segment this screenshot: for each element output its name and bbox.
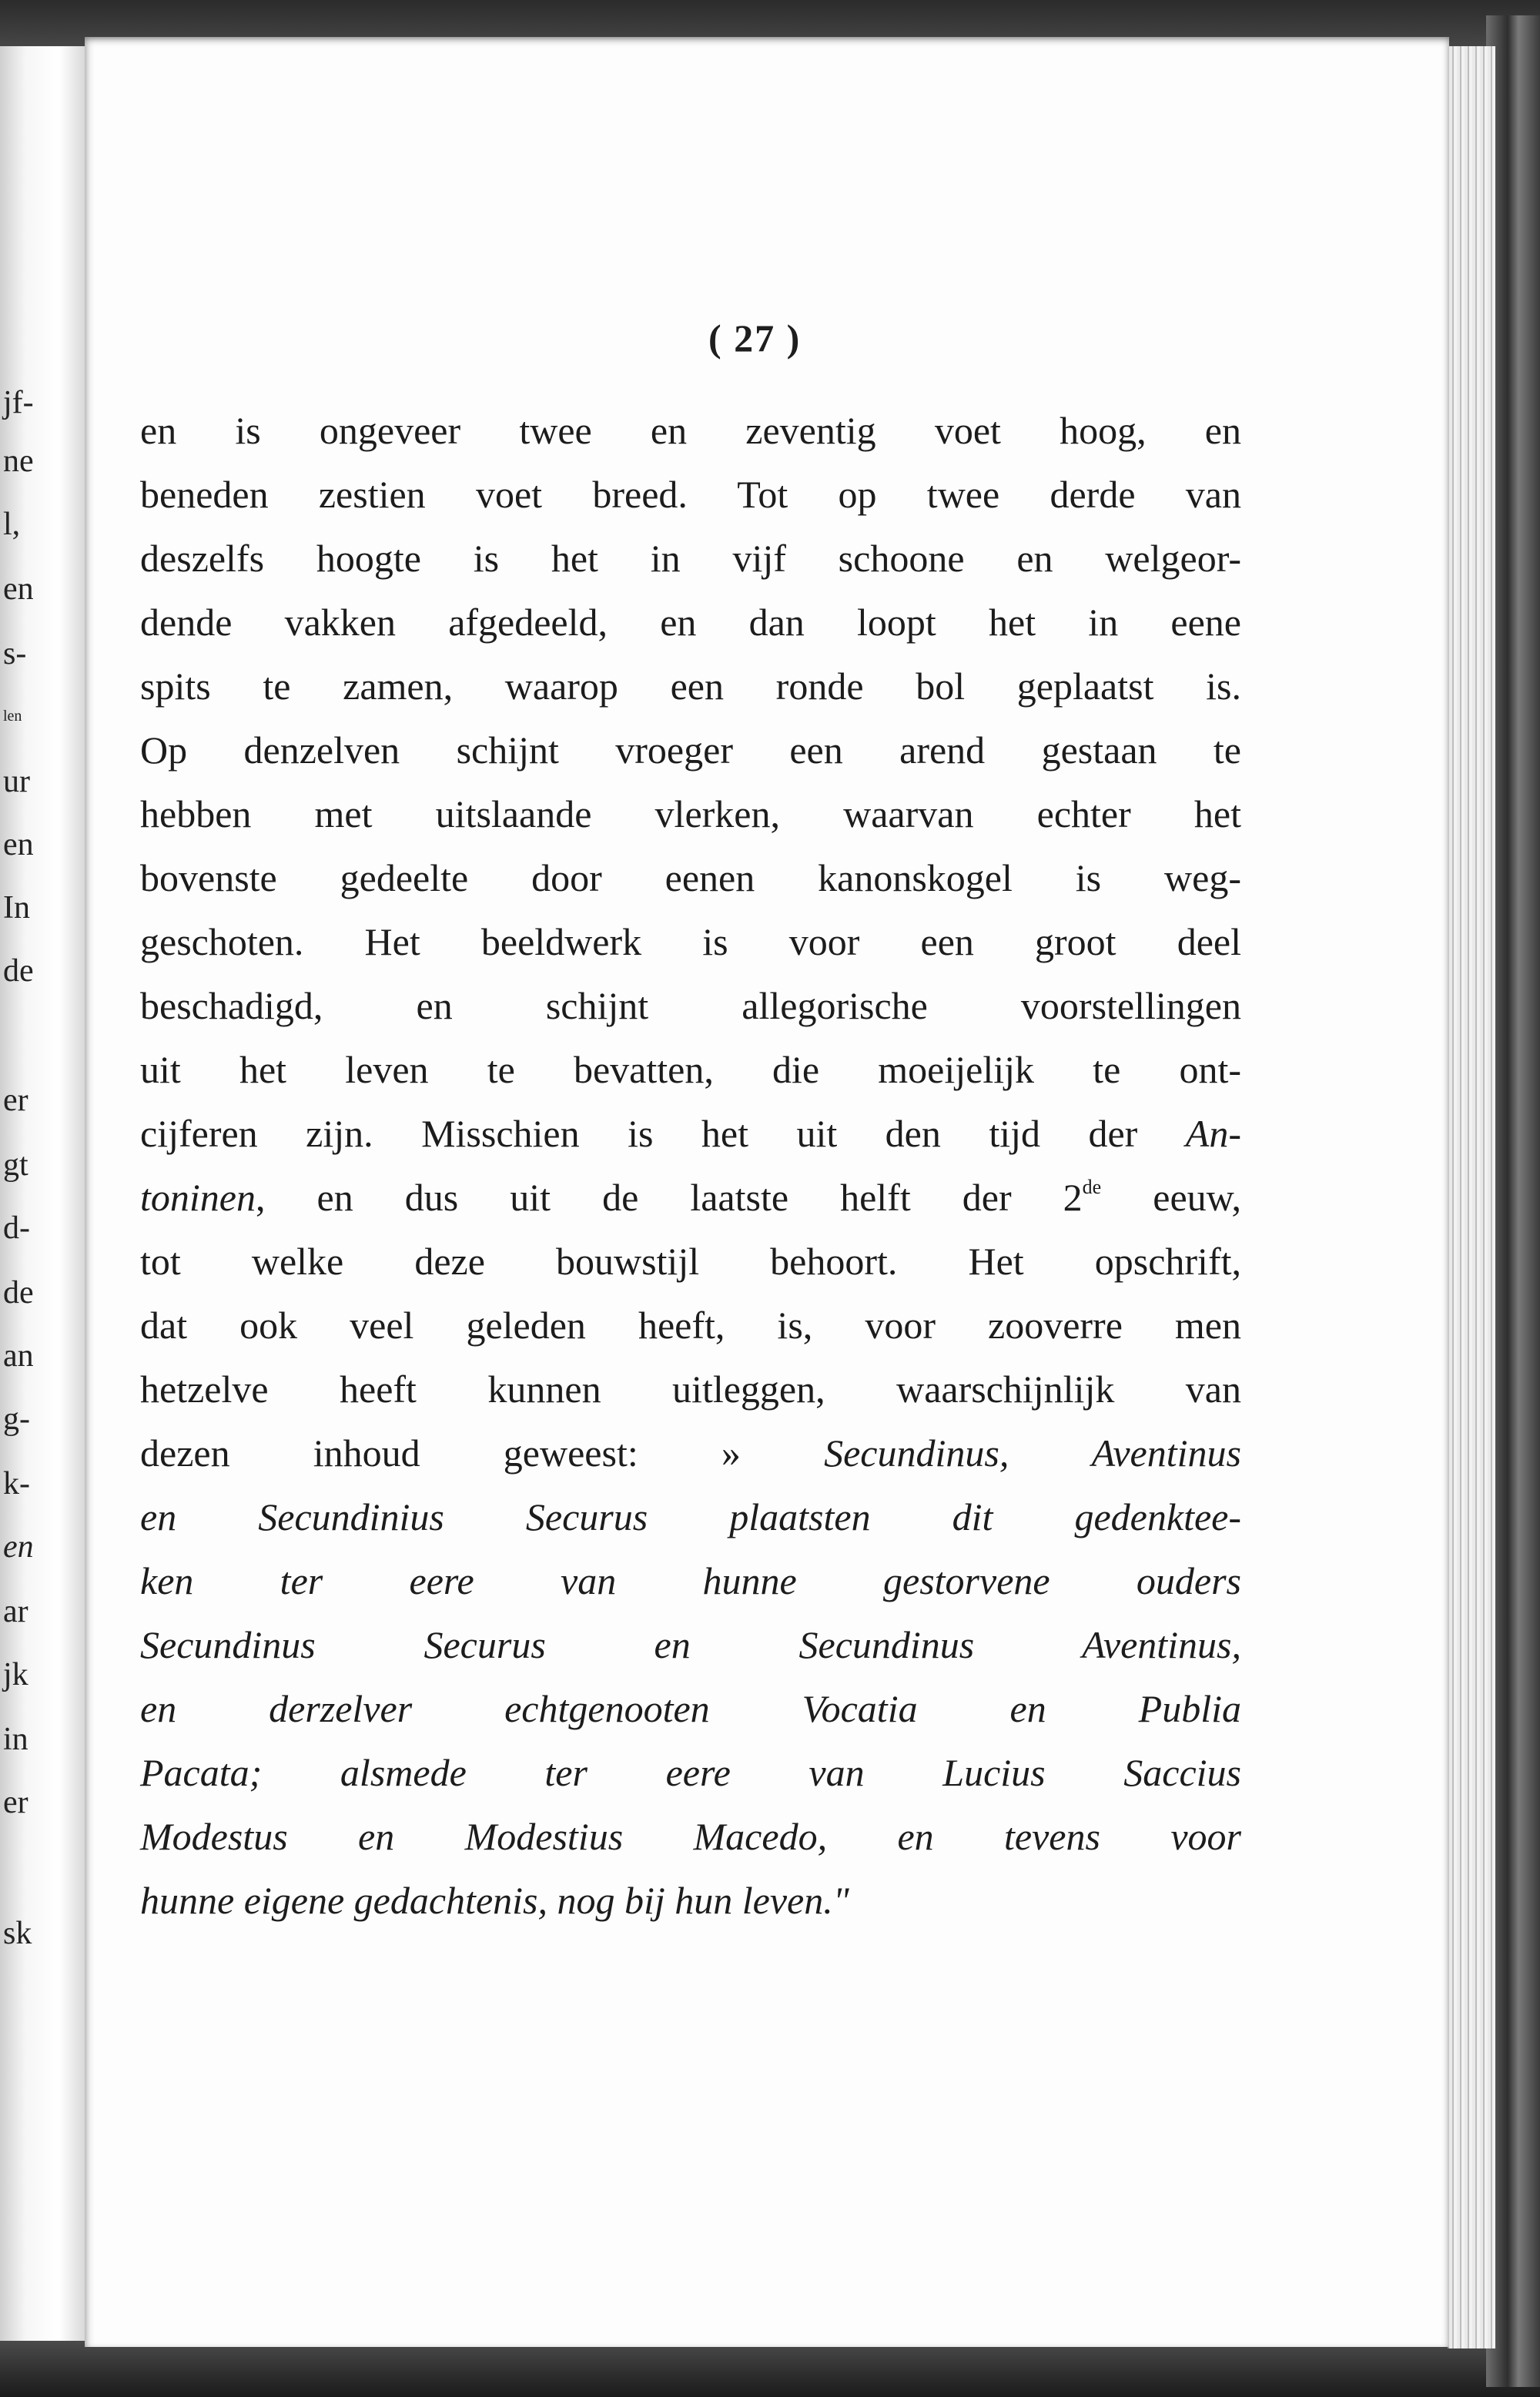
text-line: Pacata; alsmede ter eere van Lucius Saccius bbox=[140, 1751, 1241, 1794]
text-line: spits te zamen, waarop een ronde bol geplaatst is. bbox=[140, 665, 1241, 708]
scan-background-bottom bbox=[0, 2341, 1540, 2397]
text-line bbox=[140, 1166, 1241, 1230]
text-segment: dezen inhoud geweest: » bbox=[140, 1431, 825, 1475]
superscript: de bbox=[1082, 1176, 1102, 1198]
facing-page-text: an bbox=[3, 1338, 34, 1374]
facing-page-text: k- bbox=[3, 1466, 30, 1501]
facing-page-text: l, bbox=[3, 507, 21, 542]
facing-page-text: en bbox=[3, 571, 34, 607]
facing-page-text: gt bbox=[3, 1147, 28, 1183]
text-line: uit het leven te bevatten, die moeijelijk te ont- bbox=[140, 1048, 1241, 1091]
text-line: hetzelve heeft kunnen uitleggen, waarschijnlijk van bbox=[140, 1368, 1241, 1411]
text-line bbox=[140, 1102, 1241, 1166]
facing-page-text: g- bbox=[3, 1401, 30, 1437]
text-line: hunne eigene gedachtenis, nog bij hun leven." bbox=[140, 1879, 849, 1922]
facing-page-text: s- bbox=[3, 636, 27, 671]
facing-page-text: In bbox=[3, 890, 30, 926]
facing-page-text: ar bbox=[3, 1594, 28, 1629]
facing-page-text: de bbox=[3, 1275, 34, 1311]
italic-segment: toninen bbox=[140, 1176, 256, 1219]
facing-page-text: jf- bbox=[3, 385, 34, 420]
facing-page-text: in bbox=[3, 1722, 28, 1757]
text-line: ken ter eere van hunne gestorvene ouders bbox=[140, 1559, 1241, 1602]
text-line: tot welke deze bouwstijl behoort. Het opschrift, bbox=[140, 1240, 1241, 1283]
text-segment: eeuw, bbox=[1101, 1176, 1241, 1219]
text-line bbox=[140, 1421, 1241, 1485]
text-line: en Secundinius Securus plaatsten dit gedenktee- bbox=[140, 1495, 1241, 1538]
text-line: Secundinus Securus en Secundinus Aventinus, bbox=[140, 1623, 1241, 1666]
facing-page-text: d- bbox=[3, 1210, 30, 1246]
book-page bbox=[85, 37, 1449, 2347]
facing-page-text: ur bbox=[3, 764, 30, 799]
page-stack-edge bbox=[1448, 46, 1495, 2348]
text-line: Op denzelven schijnt vroeger een arend gestaan te bbox=[140, 728, 1241, 772]
text-line: hebben met uitslaande vlerken, waarvan echter het bbox=[140, 792, 1241, 835]
italic-segment: An- bbox=[1185, 1112, 1241, 1155]
text-line: geschoten. Het beeldwerk is voor een groot deel bbox=[140, 920, 1241, 963]
text-segment: , en dus uit de laatste helft der 2 bbox=[255, 1176, 1083, 1219]
text-line: beneden zestien voet breed. Tot op twee derde van bbox=[140, 473, 1241, 516]
facing-page-text: de bbox=[3, 953, 34, 989]
facing-page-text: en bbox=[3, 827, 34, 862]
text-line: beschadigd, en schijnt allegorische voorstellingen bbox=[140, 984, 1241, 1027]
italic-segment: Secundinus, Aventinus bbox=[824, 1431, 1241, 1475]
body-text bbox=[140, 399, 1241, 1933]
facing-page-fragment bbox=[0, 46, 87, 2341]
facing-page-text: ne bbox=[3, 444, 34, 479]
facing-page-text: jk bbox=[3, 1657, 28, 1692]
facing-page-text: len bbox=[3, 708, 22, 725]
text-line: dat ook veel geleden heeft, is, voor zooverre men bbox=[140, 1304, 1241, 1347]
facing-page-text: er bbox=[3, 1785, 28, 1820]
text-line: dende vakken afgedeeld, en dan loopt het in eene bbox=[140, 601, 1241, 644]
text-line: deszelfs hoogte is het in vijf schoone en welgeor- bbox=[140, 537, 1241, 580]
facing-page-text: en bbox=[3, 1529, 34, 1565]
text-line: en is ongeveer twee en zeventig voet hoog, en bbox=[140, 409, 1241, 452]
facing-page-text: er bbox=[3, 1083, 28, 1118]
text-line: Modestus en Modestius Macedo, en tevens voor bbox=[140, 1815, 1241, 1858]
page-number: ( 27 ) bbox=[708, 316, 802, 360]
text-line: bovenste gedeelte door eenen kanonskogel is weg- bbox=[140, 856, 1241, 899]
facing-page-text: sk bbox=[3, 1916, 32, 1951]
text-line: en derzelver echtgenooten Vocatia en Publia bbox=[140, 1687, 1241, 1730]
text-segment: cijferen zijn. Misschien is het uit den tijd der bbox=[140, 1112, 1186, 1155]
